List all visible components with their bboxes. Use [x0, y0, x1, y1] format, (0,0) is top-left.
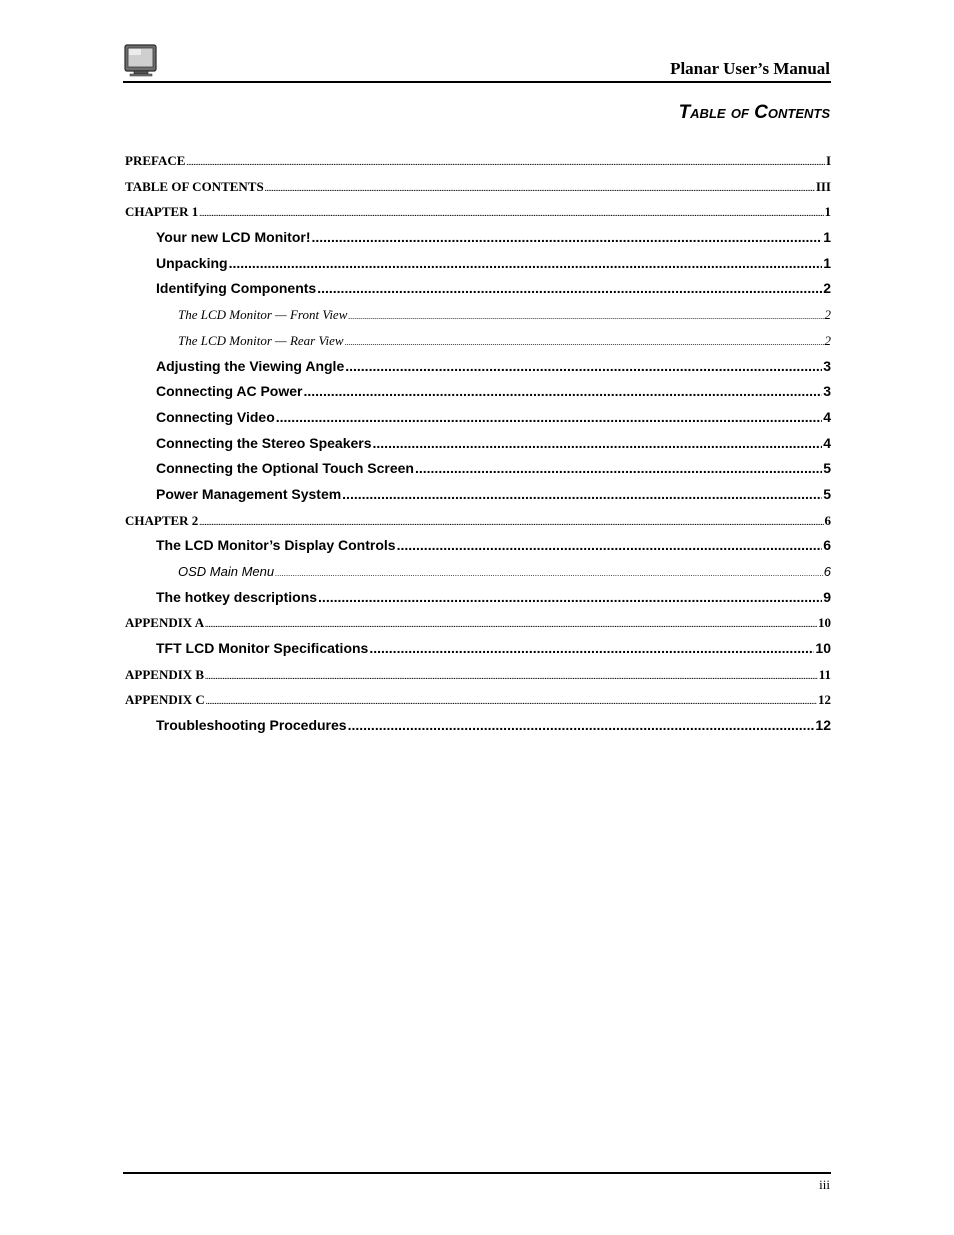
table-of-contents — [125, 148, 831, 739]
toc-entry-title: APPENDIX A — [125, 615, 205, 631]
header-rule — [123, 81, 831, 83]
toc-entry-title: Connecting the Stereo Speakers — [156, 434, 372, 451]
toc-entry-page: III — [815, 178, 831, 194]
toc-entry[interactable] — [125, 276, 831, 302]
toc-entry[interactable] — [125, 508, 831, 534]
toc-entry[interactable] — [125, 148, 831, 174]
toc-entry-title: CHAPTER 2 — [125, 512, 199, 528]
toc-entry[interactable] — [125, 225, 831, 251]
toc-entry-title: The hotkey descriptions — [156, 588, 318, 605]
toc-entry-title: The LCD Monitor — Front View — [178, 307, 348, 323]
toc-entry-page: 1 — [824, 204, 831, 220]
toc-entry-page: 12 — [815, 717, 831, 734]
toc-entry-page: 12 — [818, 692, 831, 708]
dot-leader — [318, 585, 822, 611]
toc-entry-title: Your new LCD Monitor! — [156, 229, 311, 246]
toc-entry[interactable] — [125, 379, 831, 405]
dot-leader — [265, 177, 815, 200]
toc-entry[interactable] — [125, 302, 831, 328]
toc-entry-title: OSD Main Menu — [178, 564, 275, 579]
toc-entry-page: I — [825, 153, 831, 168]
toc-entry[interactable] — [125, 482, 831, 508]
toc-entry-title: Unpacking — [156, 254, 228, 271]
toc-entry-page: 3 — [823, 357, 831, 374]
dot-leader — [229, 251, 823, 277]
dot-leader — [348, 713, 815, 739]
dot-leader — [304, 379, 823, 405]
toc-entry-title: Connecting the Optional Touch Screen — [156, 460, 414, 477]
toc-entry[interactable] — [125, 687, 831, 713]
toc-entry-title: Troubleshooting Procedures — [156, 717, 347, 734]
toc-entry-title: Identifying Components — [156, 280, 317, 297]
toc-entry-page: 6 — [823, 537, 831, 554]
dot-leader — [345, 330, 824, 354]
toc-entry[interactable] — [125, 174, 831, 200]
toc-entry-page: 4 — [823, 408, 831, 425]
toc-entry-title: The LCD Monitor — Rear View — [178, 332, 344, 348]
toc-entry[interactable] — [125, 251, 831, 277]
toc-entry[interactable] — [125, 199, 831, 225]
dot-leader — [186, 151, 825, 174]
dot-leader — [317, 276, 822, 302]
dot-leader — [199, 202, 823, 225]
toc-entry-page: 3 — [823, 383, 831, 400]
toc-entry[interactable] — [125, 405, 831, 431]
toc-entry-page: 10 — [815, 640, 831, 657]
toc-entry[interactable] — [125, 559, 831, 585]
toc-entry-page: 6 — [823, 564, 831, 579]
toc-entry-page: 10 — [818, 615, 831, 631]
toc-entry-title: Adjusting the Viewing Angle — [156, 357, 345, 374]
dot-leader — [206, 690, 817, 713]
toc-entry-page: 2 — [824, 307, 831, 323]
toc-entry[interactable] — [125, 636, 831, 662]
toc-entry-page: 2 — [824, 332, 831, 348]
document-title: Planar User’s Manual — [670, 59, 830, 78]
dot-leader — [373, 431, 823, 457]
toc-entry-title: CHAPTER 1 — [125, 204, 199, 220]
toc-entry-page: 2 — [823, 280, 831, 297]
toc-entry-title: PREFACE — [125, 153, 186, 168]
toc-entry-page: 5 — [823, 460, 831, 477]
toc-entry[interactable] — [125, 662, 831, 688]
dot-leader — [312, 225, 823, 251]
toc-entry[interactable] — [125, 456, 831, 482]
toc-entry-title: TFT LCD Monitor Specifications — [156, 640, 369, 657]
dot-leader — [415, 456, 822, 482]
lcd-monitor-icon — [124, 43, 158, 77]
dot-leader — [342, 482, 822, 508]
footer-rule — [123, 1172, 831, 1174]
page-number: iii — [819, 1177, 830, 1192]
toc-entry[interactable] — [125, 585, 831, 611]
toc-entry-title: The LCD Monitor’s Display Controls — [156, 537, 396, 554]
dot-leader — [276, 405, 822, 431]
toc-entry[interactable] — [125, 713, 831, 739]
dot-leader — [275, 561, 823, 585]
toc-entry-page: 1 — [823, 229, 831, 246]
toc-entry[interactable] — [125, 328, 831, 354]
dot-leader — [348, 304, 823, 328]
dot-leader — [205, 613, 817, 636]
toc-entry-title: Connecting Video — [156, 408, 275, 425]
toc-entry-page: 11 — [818, 666, 831, 682]
toc-entry-page: 4 — [823, 434, 831, 451]
toc-entry-page: 1 — [823, 254, 831, 271]
toc-entry-title: APPENDIX C — [125, 692, 205, 708]
dot-leader — [345, 354, 822, 380]
toc-entry-title: APPENDIX B — [125, 666, 205, 682]
toc-entry[interactable] — [125, 354, 831, 380]
dot-leader — [205, 665, 818, 688]
toc-entry-title: TABLE OF CONTENTS — [125, 178, 264, 194]
toc-entry[interactable] — [125, 533, 831, 559]
toc-entry[interactable] — [125, 610, 831, 636]
dot-leader — [199, 511, 823, 534]
toc-entry-page: 6 — [824, 512, 831, 528]
toc-entry-page: 9 — [823, 588, 831, 605]
toc-entry-page: 5 — [823, 485, 831, 502]
toc-entry[interactable] — [125, 431, 831, 457]
toc-entry-title: Power Management System — [156, 485, 342, 502]
toc-entry-title: Connecting AC Power — [156, 383, 303, 400]
dot-leader — [397, 533, 823, 559]
toc-heading: Table of Contents — [678, 102, 830, 123]
dot-leader — [369, 636, 814, 662]
